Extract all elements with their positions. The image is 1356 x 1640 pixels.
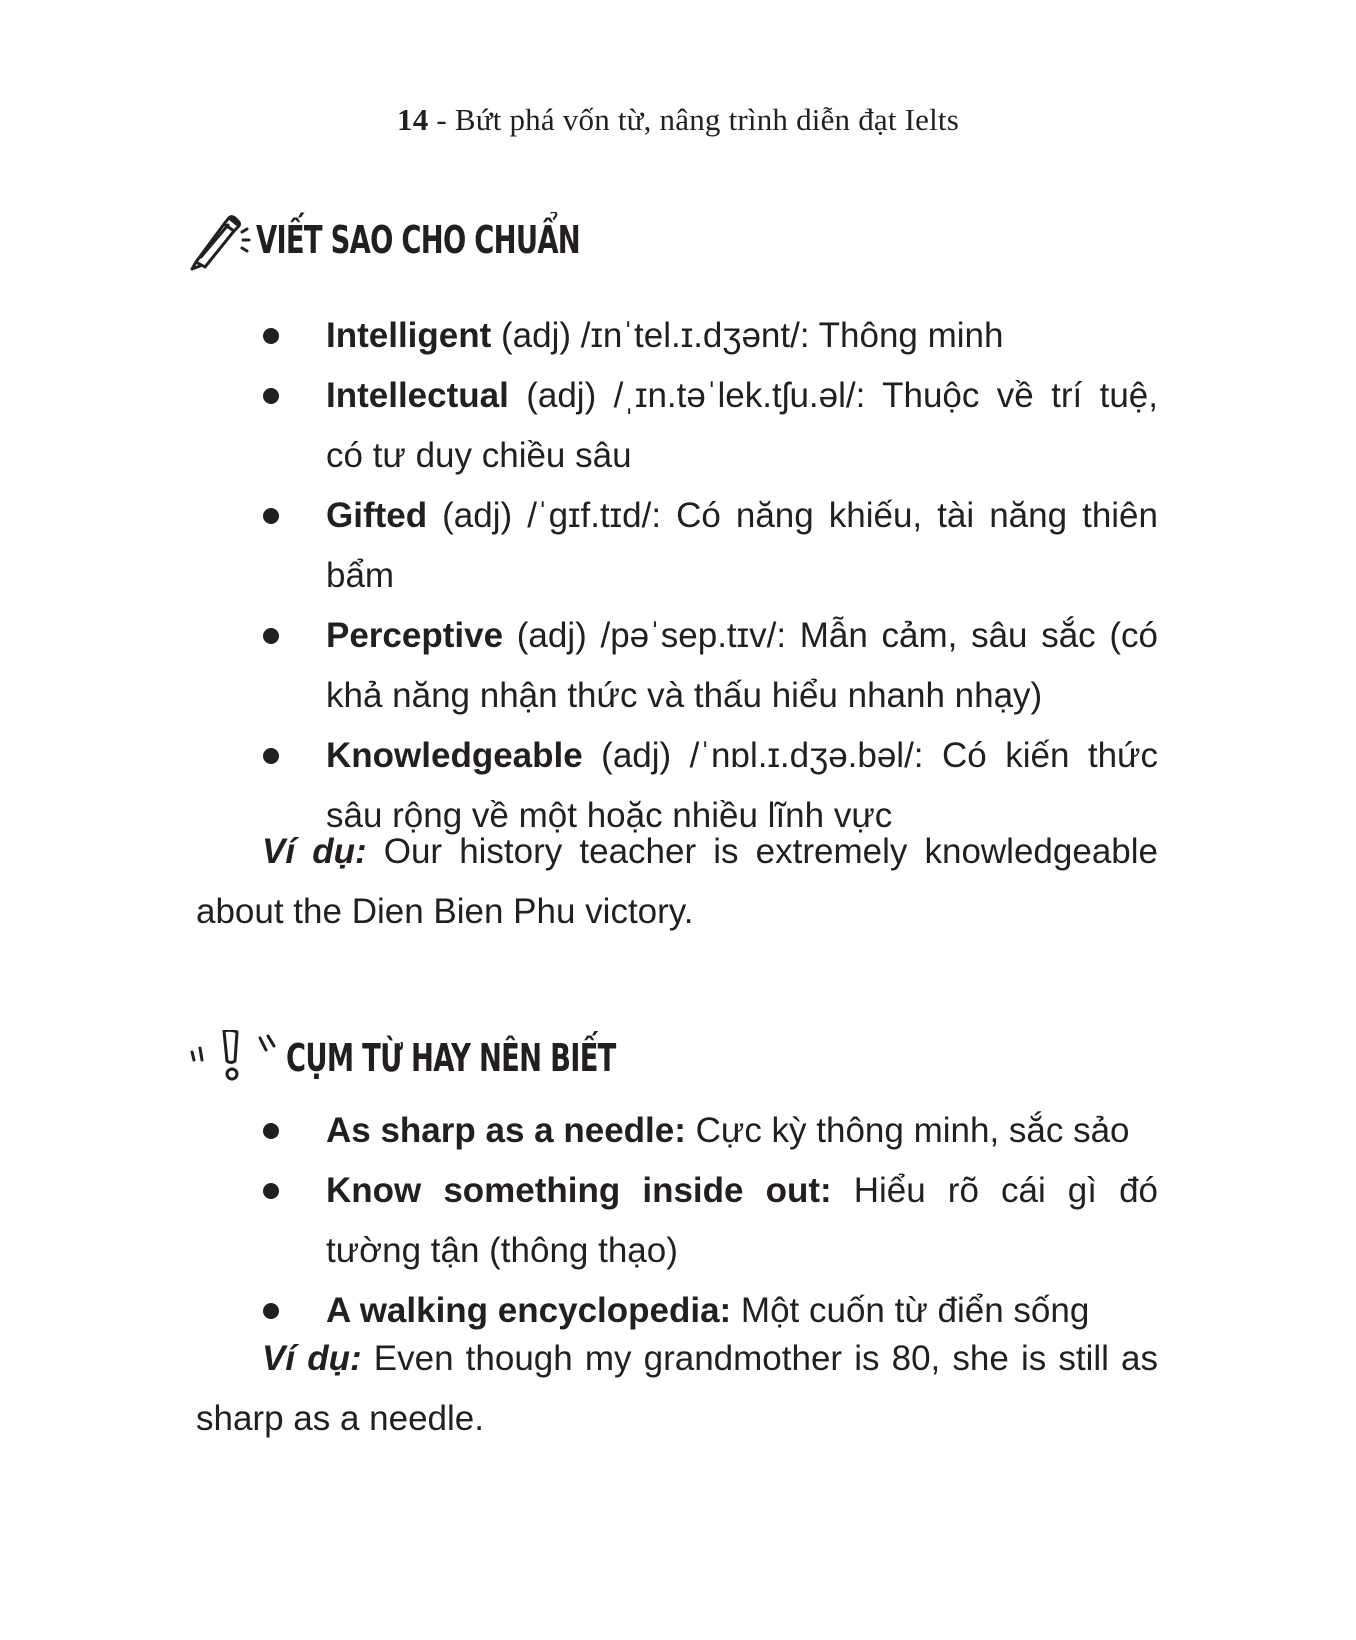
bullet-icon	[263, 628, 279, 644]
phrase-term: Know something inside out:	[326, 1171, 832, 1210]
phrase-definition: Một cuốn từ điển sống	[731, 1291, 1090, 1330]
bullet-icon	[263, 1303, 279, 1319]
vocabulary-list	[0, 306, 1356, 846]
example-text: Our history teacher is extremely knowledgeable about the Dien Bien Phu victory.	[196, 832, 1158, 931]
list-item	[326, 1101, 1158, 1161]
example-label: Ví dụ:	[262, 1339, 362, 1378]
section-title: VIẾT SAO CHO CHUẨN	[256, 218, 580, 262]
list-item	[326, 606, 1158, 726]
example-paragraph	[196, 822, 1158, 942]
vocab-term: Intellectual	[326, 376, 509, 415]
section-heading-viet-sao-cho-chuan	[190, 212, 710, 282]
list-item	[326, 366, 1158, 486]
bullet-icon	[263, 328, 279, 344]
vocab-definition: (adj) /ˈɡɪf.tɪd/: Có năng khiếu, tài năng thiên bẩm	[326, 496, 1158, 595]
section-title: CỤM TỪ HAY NÊN BIẾT	[286, 1036, 616, 1080]
section-heading-cum-tu-hay-nen-biet	[190, 1030, 750, 1100]
bullet-icon	[263, 1183, 279, 1199]
vocab-definition: (adj) /ˈnɒl.ɪ.dʒə.bəl/: Có kiến thức sâu rộng về một hoặc nhiều lĩnh vực	[326, 736, 1158, 835]
exclamation-icon	[190, 1030, 290, 1090]
phrase-list	[0, 1101, 1356, 1341]
vocab-term: Knowledgeable	[326, 736, 583, 775]
phrase-definition: Hiểu rõ cái gì đó tường tận (thông thạo)	[326, 1171, 1158, 1270]
phrase-term: As sharp as a needle:	[326, 1111, 686, 1150]
list-item	[326, 486, 1158, 606]
bullet-icon	[263, 388, 279, 404]
running-head	[0, 102, 1356, 138]
phrase-definition: Cực kỳ thông minh, sắc sảo	[685, 1111, 1130, 1150]
book-title: Bứt phá vốn từ, nâng trình diễn đạt Ielts	[454, 102, 959, 137]
list-item	[326, 306, 1158, 366]
running-head-separator: -	[428, 102, 455, 137]
list-item	[326, 1161, 1158, 1281]
vocab-term: Intelligent	[326, 316, 492, 355]
bullet-icon	[263, 508, 279, 524]
vocab-term: Perceptive	[326, 616, 504, 655]
vocab-definition: (adj) /pəˈsep.tɪv/: Mẫn cảm, sâu sắc (có khả năng nhận thức và thấu hiểu nhanh nhạy)	[326, 616, 1158, 715]
example-label: Ví dụ:	[262, 832, 367, 871]
pen-icon	[190, 212, 252, 272]
vocab-definition: (adj) /ɪnˈtel.ɪ.dʒənt/: Thông minh	[491, 316, 1004, 355]
example-paragraph	[196, 1329, 1158, 1449]
vocab-definition: (adj) /ˌɪn.təˈlek.tʃu.əl/: Thuộc về trí tuệ, có tư duy chiều sâu	[326, 376, 1158, 475]
bullet-icon	[263, 748, 279, 764]
vocab-term: Gifted	[326, 496, 428, 535]
page-number: 14	[397, 102, 429, 137]
example-text: Even though my grandmother is 80, she is still as sharp as a needle.	[196, 1339, 1158, 1438]
bullet-icon	[263, 1123, 279, 1139]
phrase-term: A walking encyclopedia:	[326, 1291, 732, 1330]
